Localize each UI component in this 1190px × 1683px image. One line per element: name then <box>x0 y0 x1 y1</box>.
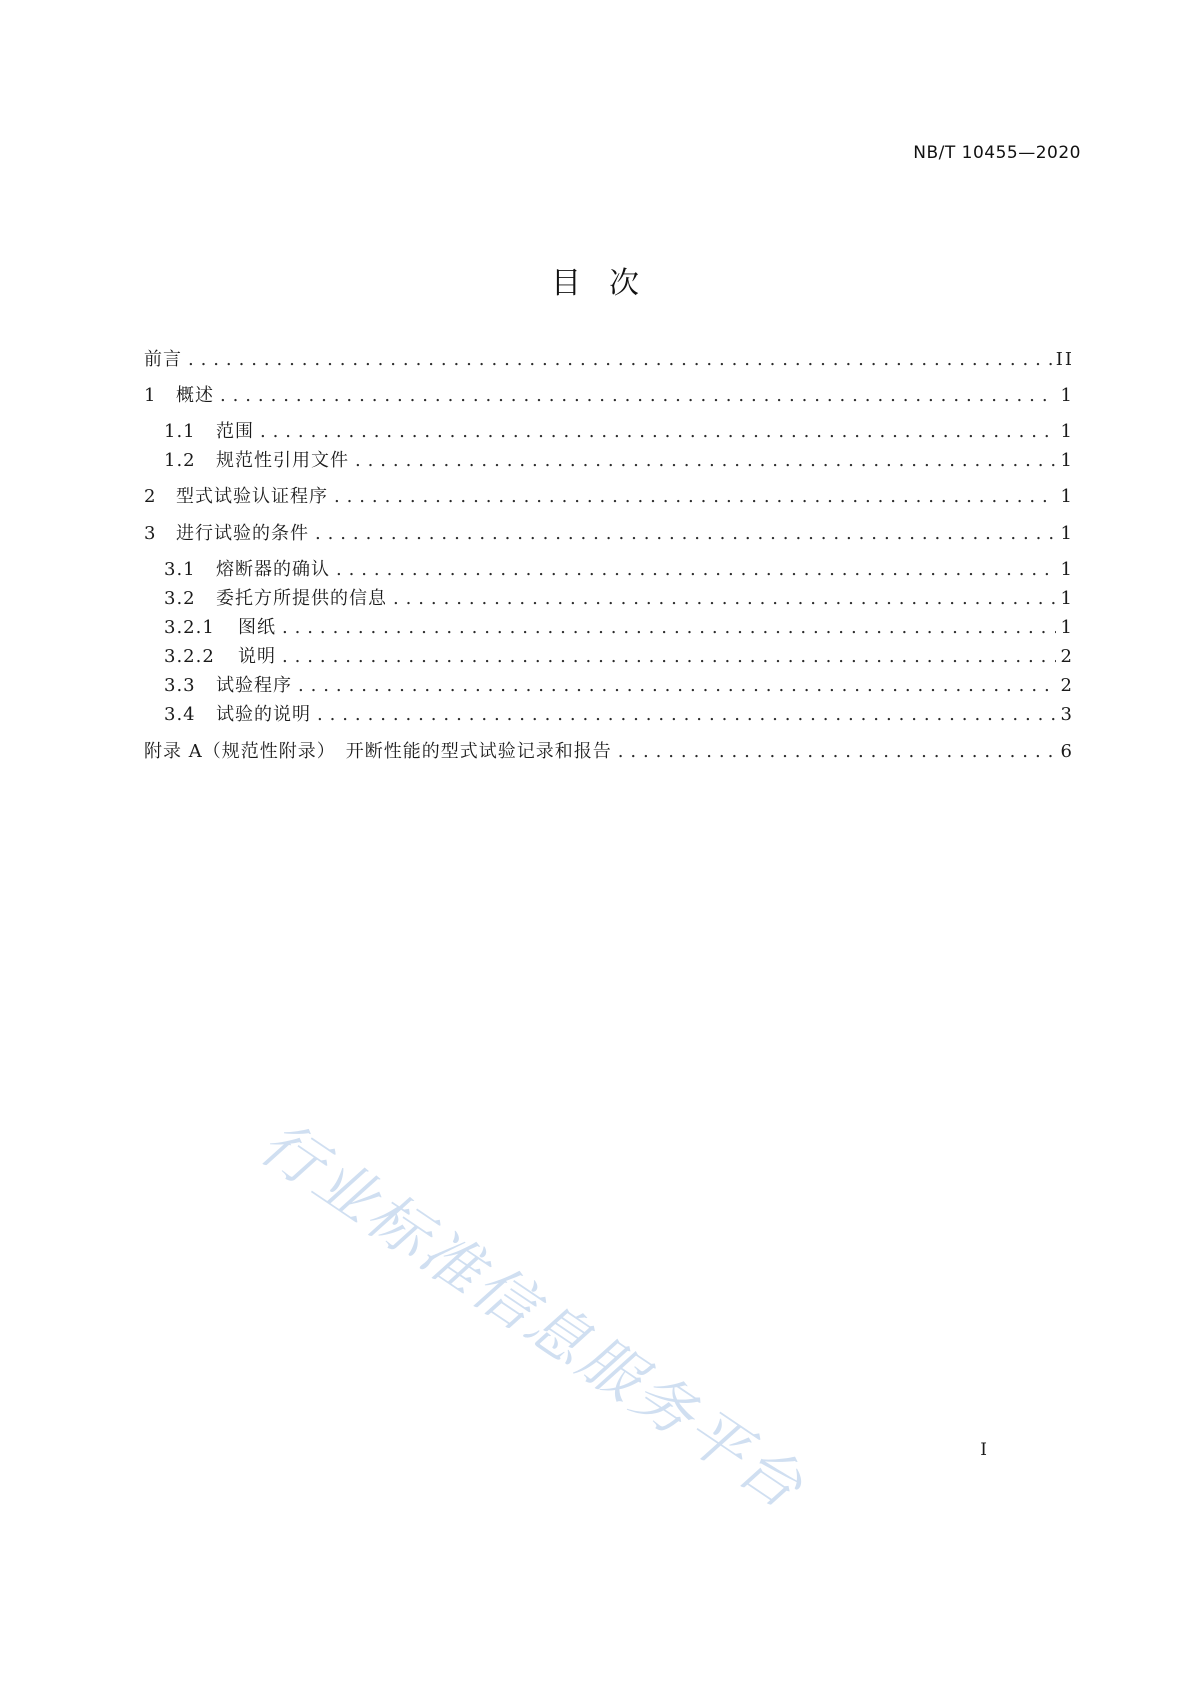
toc-entry[interactable] <box>164 673 1074 699</box>
toc-entry-page: 1 <box>1060 617 1074 638</box>
toc-entry-page: 1 <box>1060 385 1074 406</box>
toc-entry[interactable] <box>144 347 1074 373</box>
toc-entry-title: 图纸 <box>238 617 276 638</box>
toc-entry-title: 前言 <box>144 349 182 370</box>
toc-entry-number: 1.1 <box>164 421 196 442</box>
toc-entry-title: 试验的说明 <box>216 704 311 725</box>
toc-entry-number: 3.2.2 <box>164 646 215 667</box>
toc-entry-page: 1 <box>1060 559 1074 580</box>
toc-entry-title: 附录 A（规范性附录） 开断性能的型式试验记录和报告 <box>144 741 612 762</box>
toc-dot-leader <box>282 644 1056 670</box>
toc-dot-leader <box>317 702 1056 728</box>
toc-dot-leader <box>618 739 1056 765</box>
toc-entry-page: 2 <box>1060 675 1074 696</box>
toc-dot-leader <box>315 521 1056 547</box>
toc-entry-title: 规范性引用文件 <box>216 450 349 471</box>
toc-entry[interactable] <box>164 448 1074 474</box>
toc-entry-page: 1 <box>1060 588 1074 609</box>
toc-dot-leader <box>334 484 1056 510</box>
toc-entry-number: 3.2 <box>164 588 196 609</box>
toc-entry-page: 2 <box>1060 646 1074 667</box>
toc-entry-title: 委托方所提供的信息 <box>216 588 387 609</box>
toc-entry[interactable] <box>164 586 1074 612</box>
toc-entry[interactable] <box>164 615 1074 641</box>
toc-dot-leader <box>220 383 1056 409</box>
toc-entry-number: 3.3 <box>164 675 196 696</box>
toc-entry-number: 3.4 <box>164 704 196 725</box>
toc-entry-title: 型式试验认证程序 <box>176 486 328 507</box>
toc-entry-title: 概述 <box>176 385 214 406</box>
toc-entry-number: 3 <box>144 523 157 544</box>
watermark: 行业标准信息服务平台 <box>247 1108 818 1525</box>
toc-entry[interactable] <box>144 521 1074 547</box>
toc-entry-number: 2 <box>144 486 157 507</box>
toc-entry-page: II <box>1055 349 1074 370</box>
toc-dot-leader <box>188 347 1052 373</box>
toc-entry-number: 1.2 <box>164 450 196 471</box>
toc-entry-title: 说明 <box>238 646 276 667</box>
toc-entry[interactable] <box>164 702 1074 728</box>
toc-entry[interactable] <box>144 739 1074 765</box>
toc-entry[interactable] <box>144 484 1074 510</box>
standard-number: NB/T 10455—2020 <box>913 143 1081 163</box>
toc-entry-page: 6 <box>1060 741 1074 762</box>
page-title: 目次 <box>551 266 667 301</box>
toc-dot-leader <box>298 673 1056 699</box>
toc-entry-title: 试验程序 <box>216 675 292 696</box>
toc-entry-title: 范围 <box>216 421 254 442</box>
toc-entry-page: 1 <box>1060 421 1074 442</box>
toc-entry-page: 3 <box>1060 704 1074 725</box>
toc-entry-page: 1 <box>1060 450 1074 471</box>
toc-dot-leader <box>260 419 1056 445</box>
toc-dot-leader <box>336 557 1056 583</box>
toc-entry-page: 1 <box>1060 523 1074 544</box>
toc-entry[interactable] <box>164 644 1074 670</box>
toc-entry-title: 进行试验的条件 <box>176 523 309 544</box>
toc-entry[interactable] <box>164 557 1074 583</box>
toc-entry-page: 1 <box>1060 486 1074 507</box>
toc-entry[interactable] <box>164 419 1074 445</box>
toc-entry[interactable] <box>144 383 1074 409</box>
toc-dot-leader <box>355 448 1056 474</box>
toc-entry-number: 3.2.1 <box>164 617 215 638</box>
toc-dot-leader <box>282 615 1056 641</box>
toc-entry-number: 3.1 <box>164 559 196 580</box>
toc-entry-number: 1 <box>144 385 157 406</box>
toc-entry-title: 熔断器的确认 <box>216 559 330 580</box>
toc-dot-leader <box>393 586 1056 612</box>
page-number: I <box>980 1440 987 1460</box>
